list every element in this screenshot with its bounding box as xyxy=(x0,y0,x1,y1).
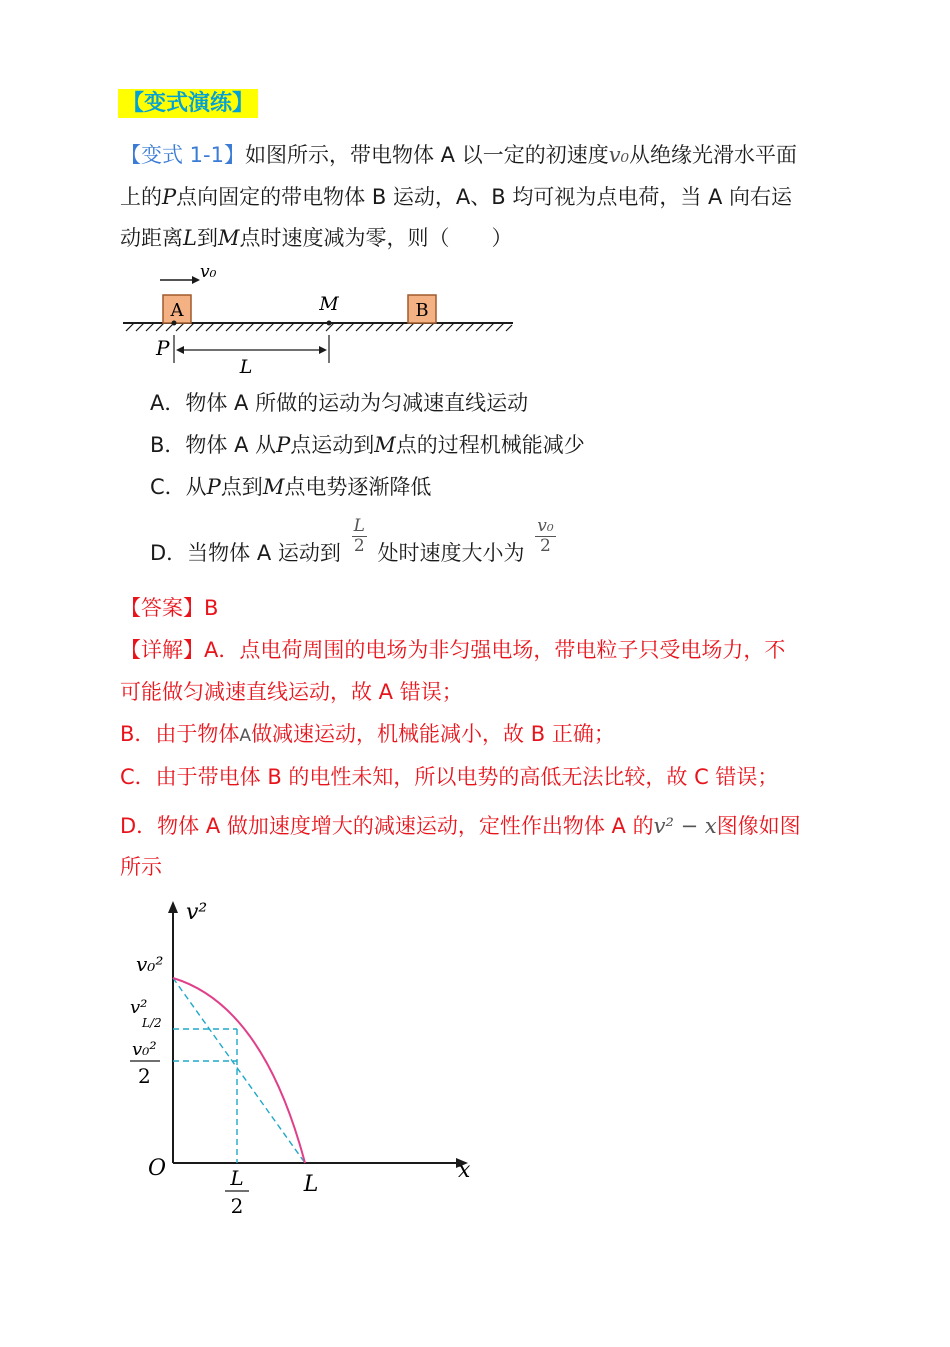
explanation-a-line-1: 【详解】A．点电荷周围的电场为非匀强电场，带电粒子只受电场力，不 xyxy=(120,638,786,662)
fraction-l-half: $\frac{L}{2}$ xyxy=(353,515,365,556)
fraction-v0-half: $\frac{\text{v₀}}{2}$ xyxy=(537,515,554,556)
svg-text:2: 2 xyxy=(138,1064,151,1088)
explanation-c: C．由于带电体 B 的电性未知，所以电势的高低无法比较，故 C 错误； xyxy=(120,765,779,789)
ground-hatch xyxy=(126,323,512,331)
p-label: P xyxy=(156,336,170,360)
v2-x-graph xyxy=(118,895,488,1225)
question-line-3: 动距离L到M点时速度减为零，则（ ） xyxy=(120,226,513,250)
m-label: M xyxy=(319,293,339,315)
tick-x-half xyxy=(225,1166,249,1218)
svg-text:v₀²: v₀² xyxy=(132,1039,157,1060)
question-line-1: 【变式 1-1】如图所示，带电物体 A 以一定的初速度v₀从绝缘光滑水平面 xyxy=(120,143,797,167)
svg-text:2: 2 xyxy=(230,1194,244,1218)
section-title: 【变式演练】 xyxy=(118,86,258,117)
x-axis-label: x xyxy=(458,1158,471,1183)
straight-chord xyxy=(173,978,305,1163)
option-a[interactable]: A．物体 A 所做的运动为匀减速直线运动 xyxy=(150,391,529,415)
svg-text:v²: v² xyxy=(130,997,148,1018)
explanation-d-line-2: 所示 xyxy=(120,855,162,879)
origin-label: O xyxy=(148,1156,167,1181)
dashed-lines xyxy=(173,978,305,1163)
option-b[interactable]: B．物体 A 从P点运动到M点的过程机械能减少 xyxy=(150,433,585,457)
option-d[interactable]: D．当物体 A 运动到 $\frac{L}{2}$ 处时速度大小为 $\frac{\text{v₀}}{2}$ xyxy=(150,515,554,565)
question-line-2: 上的P点向固定的带电物体 B 运动，A、B 均可视为点电荷，当 A 向右运 xyxy=(120,185,793,209)
l-label: L xyxy=(239,356,253,378)
answer: 【答案】B xyxy=(120,596,219,620)
option-c[interactable]: C．从P点到M点电势逐渐降低 xyxy=(150,475,432,499)
block-a-label: A xyxy=(170,300,184,321)
tick-v0-squared-half xyxy=(130,1039,160,1088)
motion-diagram xyxy=(118,255,518,380)
block-b-label: B xyxy=(415,300,429,321)
explanation-b: B．由于物体A做减速运动，机械能减小，故 B 正确； xyxy=(120,722,615,746)
y-axis-label: v² xyxy=(186,900,208,925)
explanation-a-line-2: 可能做匀减速直线运动，故 A 错误； xyxy=(120,680,463,704)
svg-text:L/2: L/2 xyxy=(142,1016,162,1030)
question-tag: 【变式 1-1】 xyxy=(120,143,245,167)
velocity-arrowhead xyxy=(192,276,200,284)
explanation-d-line-1: D．物体 A 做加速度增大的减速运动，定性作出物体 A 的v² − x图像如图 xyxy=(120,814,801,838)
tick-vL2-squared xyxy=(130,997,162,1030)
tick-v0-squared: v₀² xyxy=(136,952,164,976)
svg-text:L: L xyxy=(230,1166,244,1190)
point-m xyxy=(327,321,332,326)
point-p xyxy=(172,321,177,326)
tick-x-l: L xyxy=(303,1172,319,1197)
v0-label: v₀ xyxy=(200,262,217,282)
